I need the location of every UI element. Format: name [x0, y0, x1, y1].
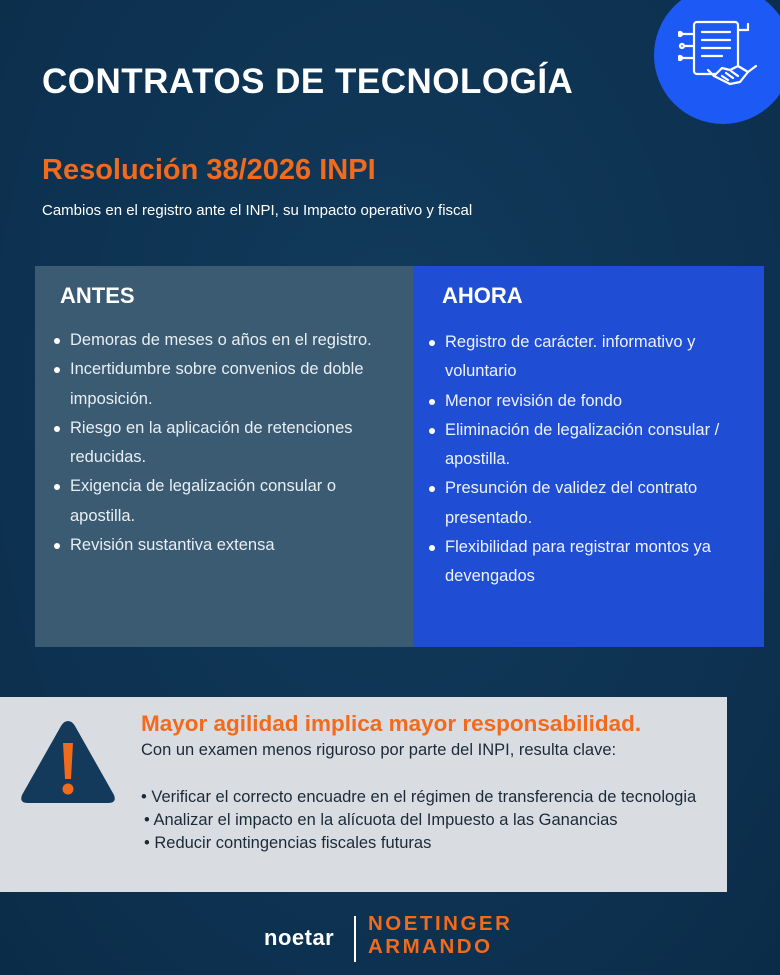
before-item: Revisión sustantiva extensa [52, 531, 402, 560]
intro-text: Cambios en el registro ante el INPI, su Impacto operativo y fiscal [42, 202, 473, 219]
callout-list [141, 786, 701, 855]
now-item: Menor revisión de fondo [427, 387, 759, 416]
now-item: Flexibilidad para registrar montos ya devengados [427, 533, 759, 592]
callout-item: • Analizar el impacto en la alícuota del Impuesto a las Ganancias [144, 811, 618, 829]
footer-logos [0, 910, 780, 970]
contract-handshake-icon [678, 20, 760, 90]
logo-line-2: ARMANDO [368, 935, 493, 958]
before-item: Exigencia de legalización consular o apostilla. [52, 472, 402, 531]
callout-title: Mayor agilidad implica mayor responsabilidad. [141, 711, 642, 736]
before-item: Demoras de meses o años en el registro. [52, 326, 402, 355]
callout-lead: Con un examen menos riguroso por parte del INPI, resulta clave: [141, 741, 617, 759]
now-item: Eliminación de legalización consular / apostilla. [427, 416, 759, 475]
logo-line-1: NOETINGER [368, 912, 513, 935]
before-list [52, 326, 402, 560]
noetinger-armando-logo [368, 912, 512, 958]
now-item: Presunción de validez del contrato presentado. [427, 474, 759, 533]
warning-triangle-icon [18, 717, 118, 807]
page-title: CONTRATOS DE TECNOLOGÍA [42, 62, 574, 101]
now-list [427, 328, 759, 592]
callout-item: • Verificar el correcto encuadre en el régimen de transferencia de tecnologia [141, 788, 697, 806]
now-item: Registro de carácter. informativo y voluntario [427, 328, 759, 387]
before-panel [35, 266, 413, 647]
before-heading: ANTES [60, 283, 135, 308]
resolution-subtitle: Resolución 38/2026 INPI [42, 154, 376, 186]
responsibility-callout [0, 697, 727, 892]
header-badge [654, 0, 780, 124]
logo-divider [354, 916, 356, 962]
noetar-logo: noetar [264, 925, 335, 950]
callout-item: • Reducir contingencias fiscales futuras [144, 834, 432, 852]
now-panel [413, 266, 764, 647]
before-item: Incertidumbre sobre convenios de doble imposición. [52, 355, 402, 414]
now-heading: AHORA [442, 283, 523, 308]
before-item: Riesgo en la aplicación de retenciones reducidas. [52, 414, 402, 473]
